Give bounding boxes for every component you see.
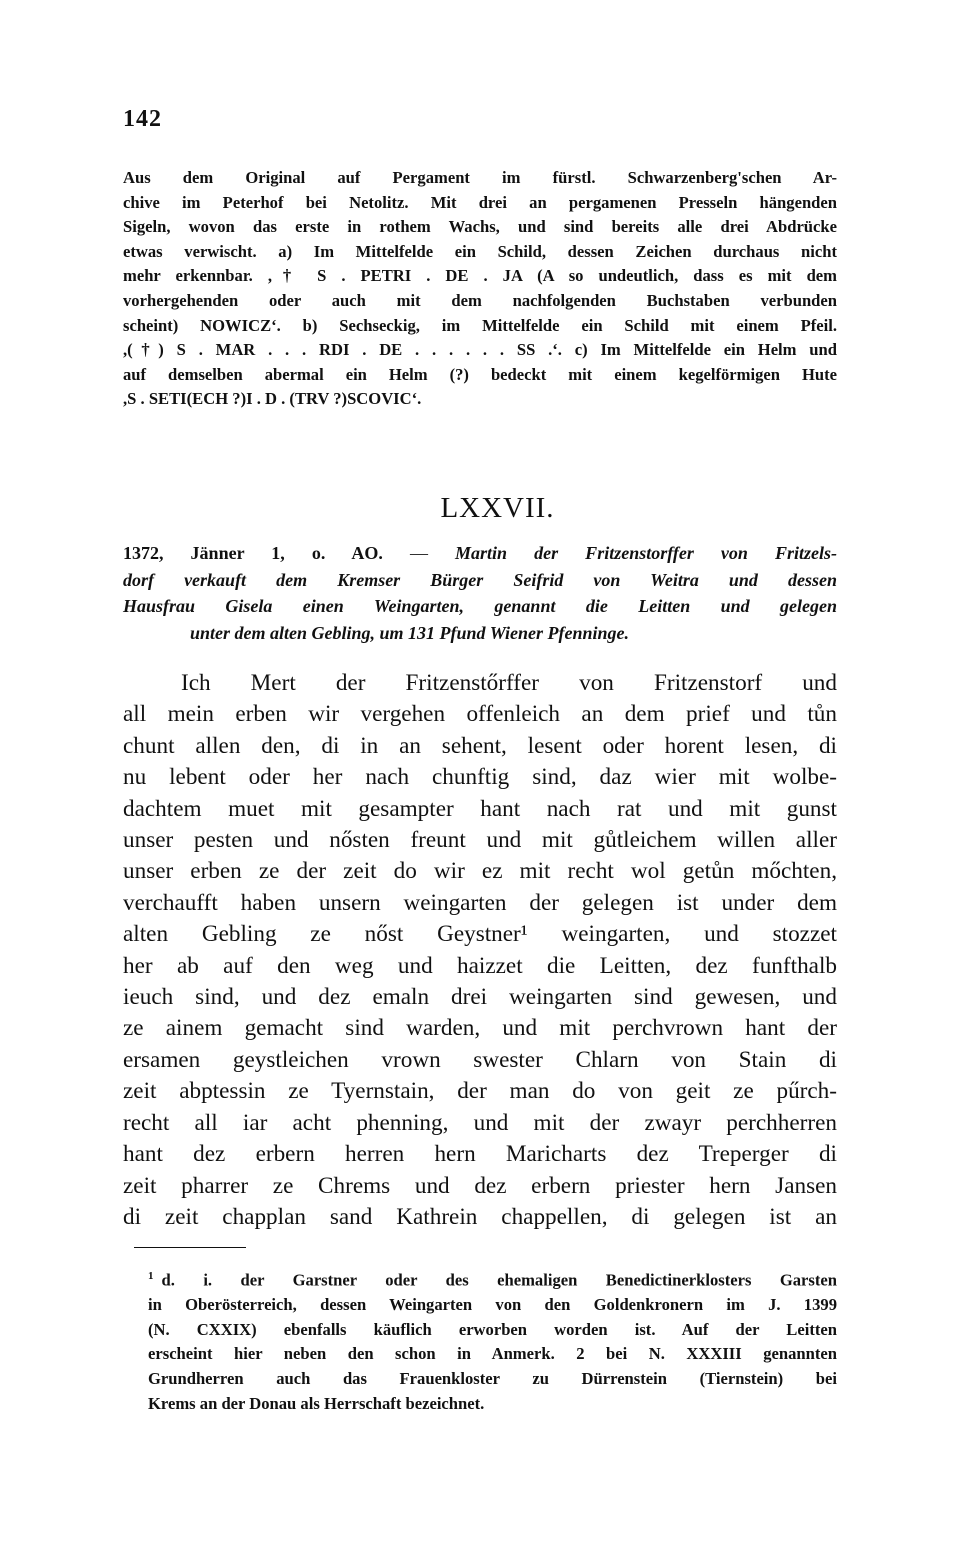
regest-line [123, 540, 837, 567]
charter-line: all mein erben wir vergehen offenleich an dem prief und tůn [123, 701, 837, 728]
charter-line: ieuch sind, und dez emaln drei weingarten sind gewesen, und [123, 984, 837, 1011]
charter-line: hant dez erbern herren hern Maricharts dez Treperger di [123, 1141, 837, 1168]
source-note-line: mehr erkennbar. ,† S . PETRI . DE . JA (A so undeutlich, dass es mit dem [123, 266, 837, 286]
source-note-line: auf demselben abermal ein Helm (?) bedeckt mit einem kegelförmigen Hute [123, 364, 837, 384]
charter-line: di zeit chapplan sand Kathrein chappellen, di gelegen ist an [123, 1203, 837, 1230]
source-note-line: vorhergehenden oder auch mit dem nachfolgenden Buchstaben verbunden [123, 290, 837, 310]
footnote-divider [134, 1247, 246, 1248]
charter-line: verchaufft haben unsern weingarten der gelegen ist under dem [123, 889, 837, 916]
charter-line: dachtem muet mit gesampter hant nach rat und mit gunst [123, 795, 837, 822]
charter-line: zeit pharrer ze Chrems und dez erbern priester hern Jansen [123, 1172, 837, 1199]
footnote-line: $^1$ d. i. der Garstner oder des ehemaligen Benedictinerklosters Garsten [148, 1270, 837, 1290]
regest-line: dorf verkauft dem Kremser Bürger Seifrid von Weitra und dessen [123, 569, 837, 590]
source-note-line: etwas verwischt. a) Im Mittelfelde ein Schild, dessen Zeichen durchaus nicht [123, 241, 837, 261]
source-note-line: scheint) NOWICZ‘. b) Sechseckig, im Mittelfelde ein Schild mit einem Pfeil. [123, 315, 837, 335]
charter-text [123, 668, 837, 1233]
charter-line: unser erben ze der zeit do wir ez mit recht wol getůn mőchten, [123, 858, 837, 885]
regest-date: 1372, Jänner 1, o. AO. [123, 543, 383, 563]
charter-line: unser pesten und nősten freunt und mit gůtleichem willen aller [123, 827, 837, 854]
footnote-line: erscheint hier neben den schon in Anmerk. 2 bei N. XXXIII genannten [148, 1344, 837, 1364]
charter-line: nu lebent oder her nach chunftig sind, daz wier mit wolbe- [123, 764, 837, 791]
charter-line: Ich Mert der Fritzenstőrffer von Fritzenstorf und [181, 670, 837, 696]
charter-line: ersamen geystleichen vrown swester Chlarn von Stain di [123, 1046, 837, 1073]
charter-line: her ab auf den weg und haizzet die Leitten, dez funfthalb [123, 952, 837, 979]
footnote-marker: 1 [148, 1270, 154, 1282]
charter-line: zeit abptessin ze Tyernstain, der man do von geit ze pűrch- [123, 1078, 837, 1105]
charter-line: recht all iar acht phenning, und mit der zwayr perchherren [123, 1109, 837, 1136]
regest-line: unter dem alten Gebling, um 131 Pfund Wiener Pfenninge. [190, 622, 630, 643]
regest-summary [123, 540, 837, 646]
source-note-line: ,(†) S . MAR . . . RDI . DE . . . . . . SS .‘. c) Im Mittelfelde ein Helm und [123, 340, 837, 360]
footnote [148, 1264, 837, 1416]
charter-line: chunt allen den, di in an sehent, lesent oder horent lesen, di [123, 732, 837, 759]
footnote-line: Grundherren auch das Frauenkloster zu Dürrenstein (Tiernstein) bei [148, 1368, 837, 1388]
footnote-line: Krems an der Donau als Herrschaft bezeichnet. [148, 1393, 485, 1413]
charter-line: alten Gebling ze nőst Geystner¹ weingarten, und stozzet [123, 921, 837, 948]
source-note-line: ,S . SETI(ECH ?)I . D . (TRV ?)SCOVIC‘. [123, 389, 422, 409]
footnote-line: in Oberösterreich, dessen Weingarten von den Goldenkronern im J. 1399 [148, 1295, 837, 1315]
source-note-line: Sigeln, wovon das erste in rothem Wachs, und sind bereits alle drei Abdrücke [123, 217, 837, 237]
regest-line: Hausfrau Gisela einen Weingarten, genannt die Leitten und gelegen [123, 596, 837, 617]
regest-dash: — [382, 543, 456, 563]
source-note [123, 166, 837, 412]
footnote-line: (N. CXXIX) ebenfalls käuflich erworben worden ist. Auf der Leitten [148, 1319, 837, 1339]
source-note-line: chive im Peterhof bei Netolitz. Mit drei an pergamenen Presseln hängenden [123, 192, 837, 212]
document-number-heading: LXXVII. [440, 492, 555, 524]
charter-line: ze ainem gemacht sind warden, und mit perchvrown hant der [123, 1015, 837, 1042]
page-number: 142 [123, 106, 162, 132]
regest-text: Martin der Fritzenstorffer von Fritzels- [455, 543, 837, 563]
source-note-line: Aus dem Original auf Pergament im fürstl. Schwarzenberg'schen Ar- [123, 168, 837, 187]
